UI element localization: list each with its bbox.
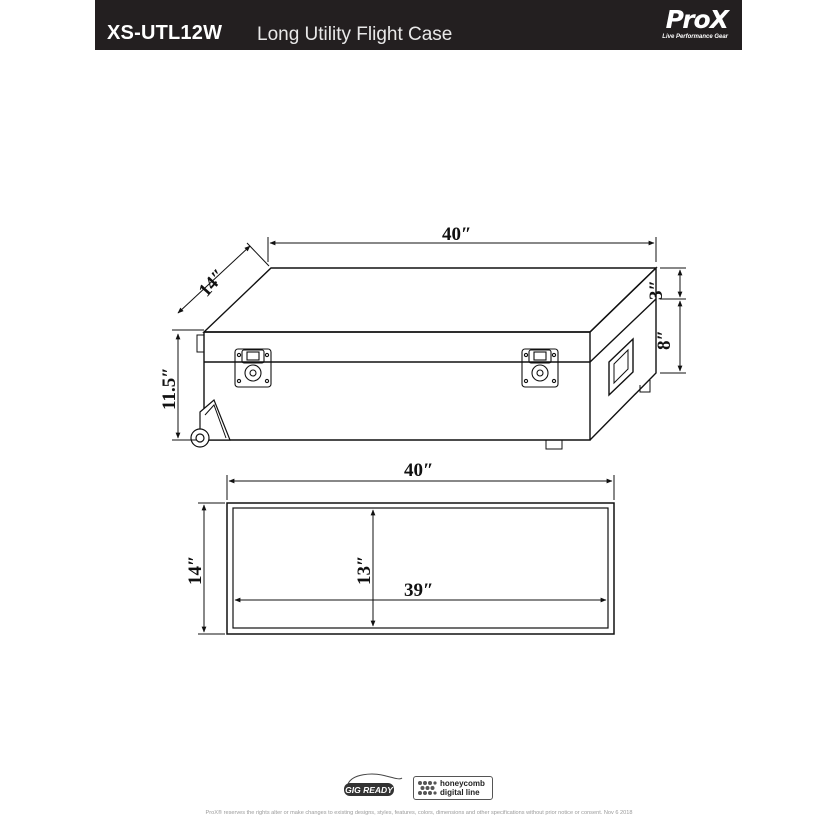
honeycomb-text: honeycomb digital line (440, 779, 485, 797)
dim-label-depth: 14″ (194, 265, 231, 302)
side-handle (609, 339, 633, 395)
gig-ready-logo (342, 770, 404, 800)
model-number: XS-UTL12W (107, 22, 223, 44)
lid-seam-line (204, 299, 656, 362)
disclaimer-text: ProX® reserves the rights alter or make changes to existing designs, styles, features, colors, dimensions and other specifications without prior notice or consent. Nov 6 2018 (205, 810, 633, 816)
logo-wordmark: ProX (665, 5, 728, 34)
plan-outer-rect (227, 503, 614, 634)
case-plan-view (198, 475, 614, 634)
product-name: Long Utility Flight Case (257, 24, 453, 45)
dim-label-inner-width: 39″ (404, 580, 434, 601)
caster-wheel (191, 400, 230, 447)
dim-label-top-width: 40″ (442, 224, 472, 245)
honeycomb-logo (413, 776, 493, 800)
logo-tagline: Live Performance Gear (662, 34, 728, 40)
dim-label-plan-width: 40″ (404, 460, 434, 481)
dim-label-plan-depth: 14″ (185, 555, 206, 585)
right-latch (522, 349, 558, 387)
honeycomb-dots-icon (417, 780, 437, 796)
case-top-face (204, 268, 656, 332)
gig-ready-text: GIG READY (345, 785, 393, 795)
front-foot (546, 440, 562, 449)
plan-inner-rect (233, 508, 608, 628)
left-latch (235, 349, 271, 387)
dim-label-body-height: 8″ (654, 330, 675, 350)
dim-label-lid-height: 3″ (646, 280, 667, 300)
dim-label-inner-depth: 13″ (354, 555, 375, 585)
dim-label-total-height: 11.5″ (159, 367, 180, 410)
footer-logos (337, 762, 497, 802)
rear-foot (197, 335, 204, 352)
case-front-face (204, 332, 590, 440)
case-perspective-view (191, 0, 656, 449)
